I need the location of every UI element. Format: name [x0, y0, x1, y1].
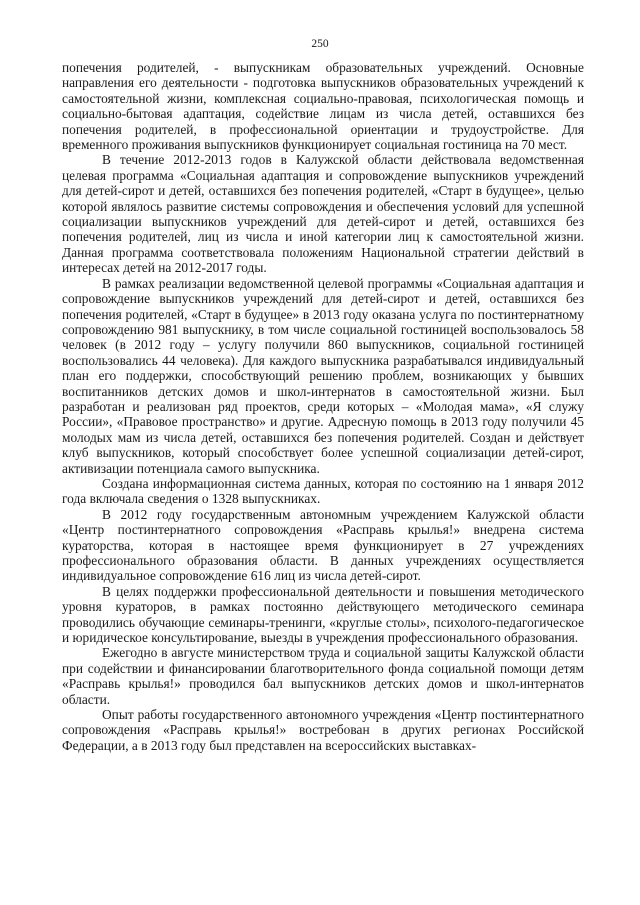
paragraph-7: Ежегодно в августе министерством труда и социальной защиты Калужской области при содействии и финансировании благотворительного фонда социальной помощи детям «Расправь крылья!» проводился бал выпускников детских домов и школ-интернатов области. — [62, 645, 584, 707]
paragraph-4: Создана информационная система данных, которая по состоянию на 1 января 2012 года включала сведения о 1328 выпускниках. — [62, 475, 584, 507]
paragraph-2: В течение 2012-2013 годов в Калужской области действовала ведомственная целевая программа «Социальная адаптация и сопровождение выпускников учреждений для детей-сирот и детей, оставшихся без попечения родителей, «Старт в будущее», целью которой являлось развитие системы сопровождения и обеспечения условий для успешной социализации выпускников учреждений для детей-сирот и детей, оставшихся без попечения родителей, лиц из числа и иной категории лиц к самостоятельной жизни. Данная программа соответствовала положениям Национальной стратегии действий в интересах детей на 2012-2017 годы. — [62, 152, 584, 276]
paragraph-3: В рамках реализации ведомственной целевой программы «Социальная адаптация и сопровождение выпускников учреждений для детей-сирот и детей, оставшихся без попечения родителей, «Старт в будущее» в 2013 году оказана услуга по постинтернатному сопровождению 981 выпускнику, в том числе социальной гостиницей воспользовалось 58 человек (в 2012 году – услугу получили 860 выпускников, социальной гостиницей воспользовались 44 человека). Для каждого выпускника разрабатывался индивидуальный план его поддержки, способствующий решению проблем, возникающих у бывших воспитанников детских домов и школ-интернатов в самостоятельной жизни. Был разработан и реализован ряд проектов, среди которых – «Молодая мама», «Я служу России», «Правовое пространство» и другие. Адресную помощь в 2013 году получили 45 молодых мам из числа детей, оставшихся без попечения родителей. Создан и действует клуб выпускников, который способствует более успешной социализации детей-сирот, активизации потенциала самого выпускника. — [62, 275, 584, 476]
paragraph-8: Опыт работы государственного автономного учреждения «Центр постинтернатного сопровождения «Расправь крылья!» востребован в других регионах Российской Федерации, а в 2013 году был представлен на всероссийских выставках- — [62, 707, 584, 753]
paragraph-5: В 2012 году государственным автономным учреждением Калужской области «Центр постинтернатного сопровождения «Расправь крылья!» внедрена система кураторства, которая в настоящее время функционирует в 27 учреждениях профессионального образования области. В данных учреждениях осуществляется индивидуальное сопровождение 616 лиц из числа детей-сирот. — [62, 506, 584, 584]
paragraph-6: В целях поддержки профессиональной деятельности и повышения методического уровня кураторов, в рамках постоянно действующего методического семинара проводились обучающие семинары-тренинги, «круглые столы», психолого-педагогическое и юридическое консультирование, выезды в учреждения профессионального образования. — [62, 583, 584, 646]
paragraph-1: попечения родителей, - выпускникам образовательных учреждений. Основные направления его деятельности - подготовка выпускников образовательных учреждений к самостоятельной жизни, комплексная социально-правовая, психологическая помощь и социально-бытовая адаптация, содействие лицам из числа детей, оставшихся без попечения родителей, в профессиональной ориентации и трудоустройстве. Для временного проживания выпускников функционирует социальная гостиница на 70 мест. — [62, 60, 584, 153]
page-number: 250 — [311, 38, 329, 50]
body-text — [62, 60, 584, 753]
